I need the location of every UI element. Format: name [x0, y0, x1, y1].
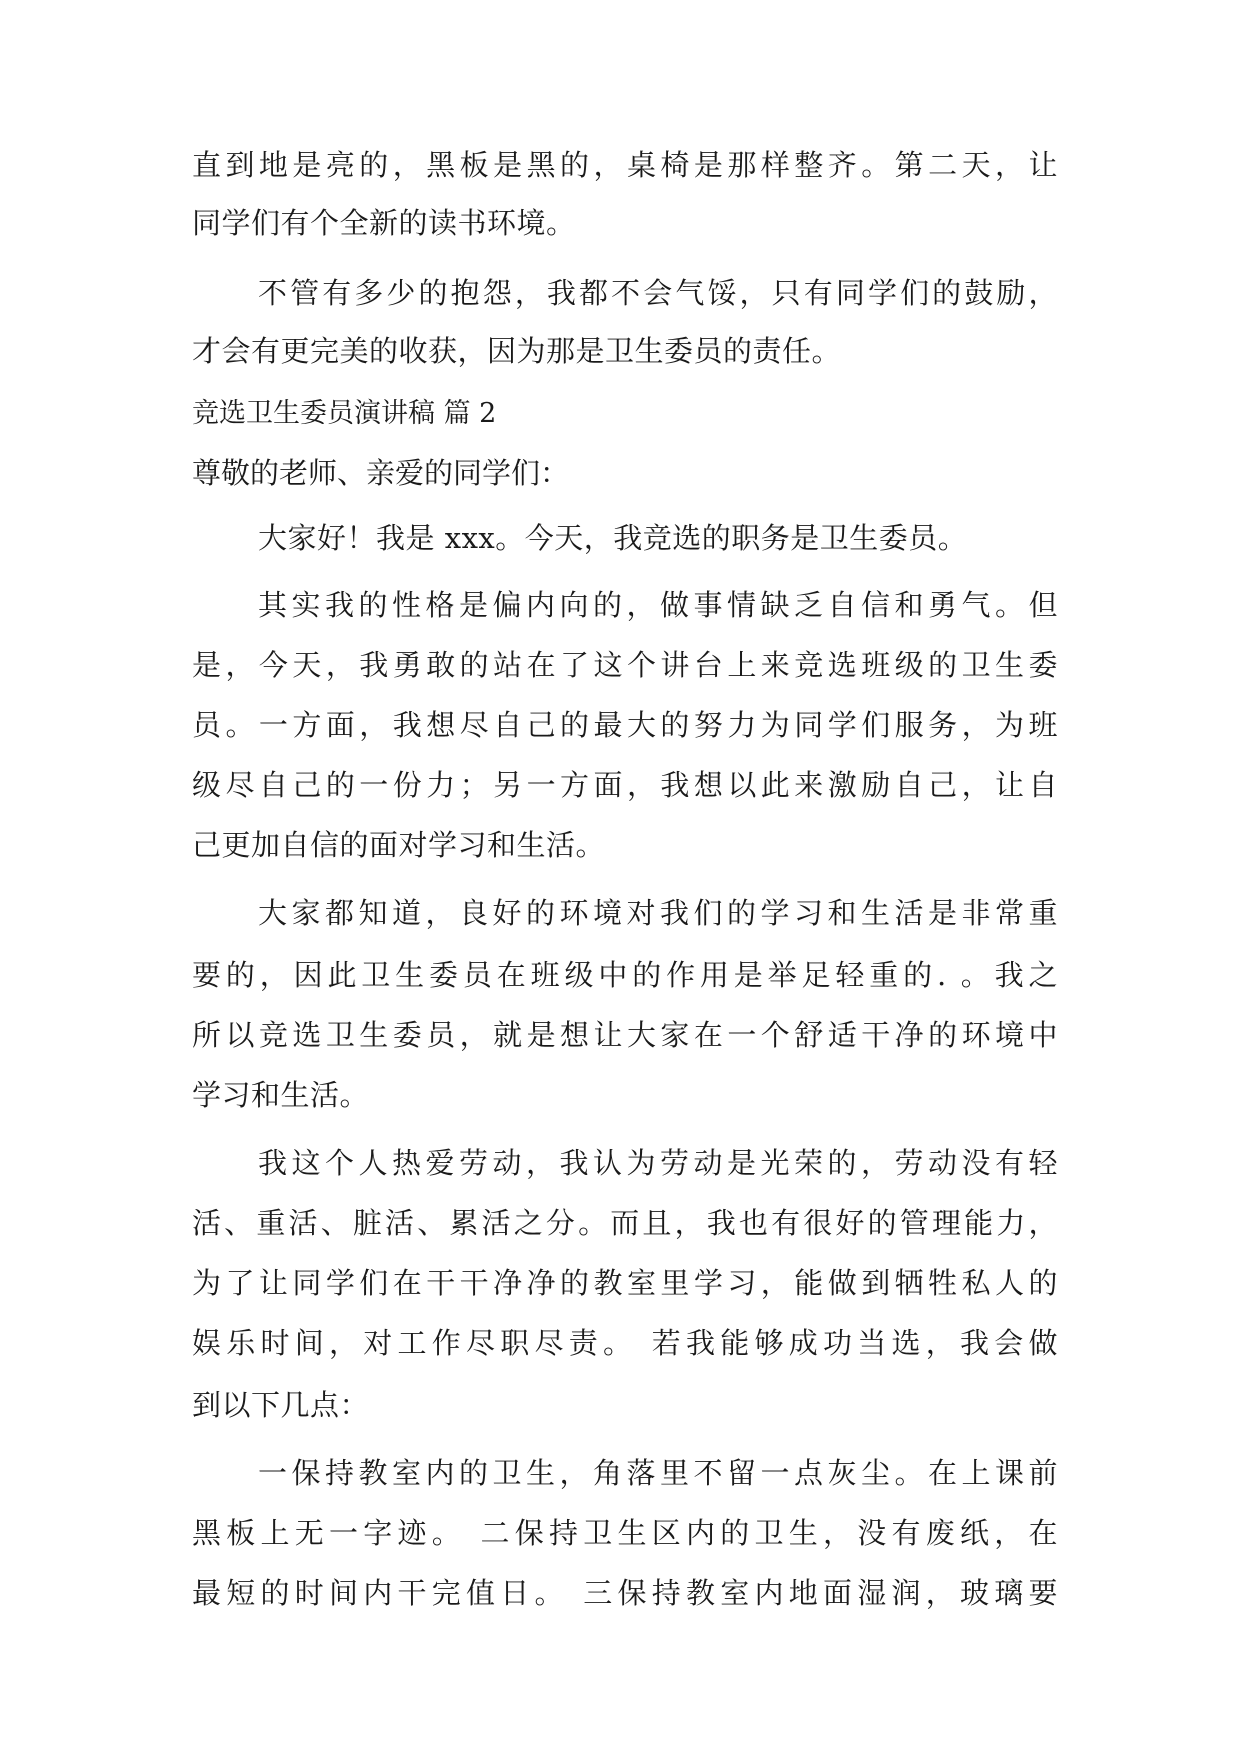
paragraph-6-line-2: 活、重活、脏活、累活之分。而且，我也有很好的管理能力， — [192, 1206, 1058, 1240]
paragraph-5-line-4: 学习和生活。 — [192, 1078, 370, 1112]
paragraph-4-line-4: 级尽自己的一份力；另一方面，我想以此来激励自己，让自 — [192, 768, 1058, 802]
paragraph-4-line-5: 己更加自信的面对学习和生活。 — [192, 828, 606, 862]
paragraph-4-line-2: 是，今天，我勇敢的站在了这个讲台上来竞选班级的卫生委 — [192, 648, 1058, 682]
paragraph-5-line-3: 所以竞选卫生委员，就是想让大家在一个舒适干净的环境中 — [192, 1018, 1058, 1052]
paragraph-1-line-1: 直到地是亮的，黑板是黑的，桌椅是那样整齐。第二天，让 — [192, 148, 1058, 182]
paragraph-2-line-2: 才会有更完美的收获，因为那是卫生委员的责任。 — [192, 334, 842, 368]
paragraph-5-line-2: 要的，因此卫生委员在班级中的作用是举足轻重的. 。我之 — [192, 958, 1058, 992]
paragraph-7-line-2: 黑板上无一字迹。 二保持卫生区内的卫生，没有废纸，在 — [192, 1516, 1058, 1550]
paragraph-5-line-1: 大家都知道，良好的环境对我们的学习和生活是非常重 — [258, 896, 1058, 930]
section-heading: 竞选卫生委员演讲稿 篇 2 — [192, 398, 497, 429]
paragraph-3-line-1: 大家好！我是 xxx。今天，我竞选的职务是卫生委员。 — [258, 521, 968, 555]
paragraph-4-line-3: 员。一方面，我想尽自己的最大的努力为同学们服务，为班 — [192, 708, 1058, 742]
paragraph-4-line-1: 其实我的性格是偏内向的，做事情缺乏自信和勇气。但 — [258, 588, 1058, 622]
paragraph-7-line-1: 一保持教室内的卫生，角落里不留一点灰尘。在上课前 — [258, 1456, 1058, 1490]
salutation: 尊敬的老师、亲爱的同学们： — [192, 456, 570, 490]
paragraph-6-line-4: 娱乐时间，对工作尽职尽责。 若我能够成功当选，我会做 — [192, 1326, 1058, 1360]
paragraph-2-line-1: 不管有多少的抱怨，我都不会气馁，只有同学们的鼓励， — [258, 276, 1058, 310]
paragraph-6-line-1: 我这个人热爱劳动，我认为劳动是光荣的，劳动没有轻 — [258, 1146, 1058, 1180]
paragraph-6-line-5: 到以下几点： — [192, 1388, 370, 1422]
paragraph-7-line-3: 最短的时间内干完值日。 三保持教室内地面湿润，玻璃要 — [192, 1576, 1058, 1610]
paragraph-1-line-2: 同学们有个全新的读书环境。 — [192, 206, 576, 240]
paragraph-6-line-3: 为了让同学们在干干净净的教室里学习，能做到牺牲私人的 — [192, 1266, 1058, 1300]
